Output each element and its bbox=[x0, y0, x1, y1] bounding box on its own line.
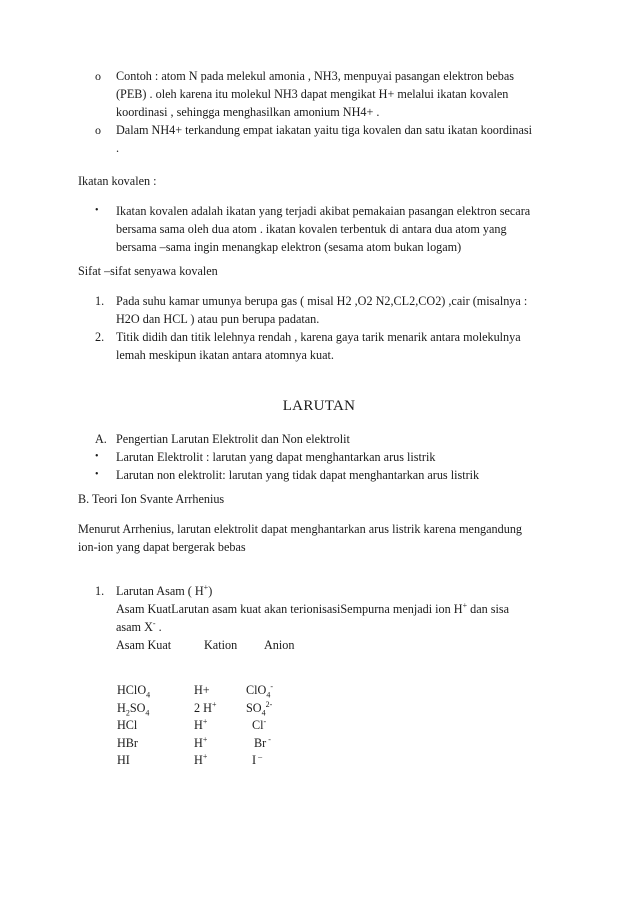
asam-desc-rest: dan sisa bbox=[467, 602, 510, 616]
superscript: + bbox=[203, 582, 209, 592]
superscript: - bbox=[270, 681, 273, 691]
subscript: 4 bbox=[261, 707, 266, 717]
acid-cell bbox=[117, 717, 194, 735]
superscript: 2- bbox=[265, 699, 273, 709]
superscript: + bbox=[462, 600, 468, 610]
cation-text: H+ bbox=[194, 683, 210, 697]
ikatan-bullet-list bbox=[95, 202, 620, 256]
text-line: H2O dan HCL ) atau pun berupa padatan. bbox=[116, 312, 320, 326]
list-item bbox=[95, 466, 620, 484]
cation-text: H bbox=[194, 718, 203, 732]
text-line: Contoh : atom N pada melekul amonia , NH3, menpuyai pasangan elektron bebas bbox=[116, 69, 515, 83]
list-item bbox=[95, 448, 620, 466]
acid-text: H bbox=[117, 700, 126, 715]
example-bullet-list bbox=[95, 67, 615, 157]
superscript: – bbox=[256, 751, 263, 761]
anion-text: I bbox=[252, 753, 257, 767]
section-heading: Sifat –sifat senyawa kovalen bbox=[78, 264, 218, 278]
anion-text: SO bbox=[246, 700, 262, 715]
list-item bbox=[95, 582, 620, 654]
table-row bbox=[117, 752, 273, 770]
list-item bbox=[95, 328, 620, 364]
table-row bbox=[117, 682, 273, 700]
subscript: 4 bbox=[146, 690, 151, 700]
acid-cell bbox=[117, 752, 194, 770]
asam-desc-2 bbox=[116, 618, 620, 636]
superscript: - bbox=[152, 618, 156, 628]
text-line: Larutan Elektrolit : larutan yang dapat menghantarkan arus listrik bbox=[116, 450, 436, 464]
anion-cell bbox=[246, 752, 273, 770]
sifat-numbered-list bbox=[95, 292, 620, 364]
cation-cell bbox=[194, 700, 246, 718]
asam-title-close: ) bbox=[208, 584, 213, 598]
text-line: ion-ion yang dapat bergerak bebas bbox=[78, 540, 246, 554]
asam-desc bbox=[116, 600, 620, 618]
text-line: Menurut Arrhenius, larutan elektrolit dapat menghantarkan arus listrik karena mengandung bbox=[78, 522, 523, 536]
bullet-marker: o bbox=[95, 123, 101, 137]
bullet-marker: • bbox=[95, 451, 99, 462]
acid-text: HClO bbox=[117, 683, 147, 697]
subscript: 2 bbox=[125, 707, 130, 717]
asam-desc2-rest: . bbox=[155, 620, 162, 634]
acid-text: HI bbox=[117, 753, 130, 767]
header-kation: Kation bbox=[204, 638, 238, 652]
anion-cell bbox=[246, 682, 273, 700]
asam-table-header bbox=[116, 636, 620, 654]
cation-cell bbox=[194, 735, 246, 753]
asam-section bbox=[95, 582, 620, 654]
asam-desc2-text: asam X bbox=[116, 620, 153, 634]
acid-text-rest: SO bbox=[129, 700, 146, 715]
acid-table bbox=[117, 682, 273, 770]
anion-cell bbox=[246, 735, 273, 753]
list-number: 1. bbox=[95, 584, 105, 598]
text-line: Ikatan kovalen adalah ikatan yang terjadi akibat pemakaian pasangan elektron secara bbox=[116, 204, 531, 218]
superscript: + bbox=[211, 699, 217, 709]
bullet-marker: • bbox=[95, 205, 99, 216]
header-asam-kuat: Asam Kuat bbox=[116, 638, 172, 652]
subscript: 4 bbox=[145, 707, 150, 717]
superscript: + bbox=[202, 716, 208, 726]
table-row bbox=[117, 717, 273, 735]
text-line: (PEB) . oleh karena itu molekul NH3 dapat mengikat H+ melalui ikatan kovalen bbox=[116, 87, 509, 101]
cation-text: 2 H bbox=[194, 700, 212, 715]
list-item bbox=[95, 67, 615, 121]
text-line: koordinasi , sehingga menghasilkan amonium NH4+ . bbox=[116, 105, 380, 119]
asam-title-text: Larutan Asam ( H bbox=[116, 584, 204, 598]
section-heading: Ikatan kovalen : bbox=[78, 174, 157, 188]
acid-text: HCl bbox=[117, 718, 138, 732]
text-line: Dalam NH4+ terkandung empat iakatan yaitu tiga kovalen dan satu ikatan koordinasi bbox=[116, 123, 533, 137]
anion-text: ClO bbox=[246, 683, 267, 697]
list-item bbox=[95, 121, 615, 157]
text-line: Pada suhu kamar umunya berupa gas ( misal H2 ,O2 N2,CL2,CO2) ,cair (misalnya : bbox=[116, 294, 528, 308]
list-item bbox=[95, 292, 620, 328]
subscript: 4 bbox=[266, 690, 271, 700]
text-line: Titik didih dan titik lelehnya rendah , karena gaya tarik menarik antara molekulnya bbox=[116, 330, 521, 344]
cation-cell bbox=[194, 717, 246, 735]
list-item bbox=[95, 202, 620, 256]
anion-text: Br bbox=[254, 735, 267, 750]
list-letter: A. bbox=[95, 432, 107, 446]
cation-cell bbox=[194, 752, 246, 770]
acid-cell bbox=[117, 700, 194, 718]
cation-text: H bbox=[194, 735, 203, 750]
acid-text: HBr bbox=[117, 735, 138, 750]
anion-cell bbox=[246, 700, 273, 718]
list-item bbox=[95, 430, 620, 448]
list-number: 1. bbox=[95, 294, 105, 308]
paragraph bbox=[78, 520, 623, 556]
text-line: Pengertian Larutan Elektrolit dan Non elektrolit bbox=[116, 432, 350, 446]
pengertian-section bbox=[95, 430, 620, 484]
bullet-marker: o bbox=[95, 69, 101, 83]
text-line: lemah meskipun ikatan antara atomnya kuat. bbox=[116, 348, 334, 362]
header-anion: Anion bbox=[264, 638, 295, 652]
superscript: - bbox=[266, 734, 271, 744]
text-line: Larutan non elektrolit: larutan yang tidak dapat menghantarkan arus listrik bbox=[116, 468, 480, 482]
table-row bbox=[117, 735, 273, 753]
text-line: . bbox=[116, 141, 120, 155]
superscript: - bbox=[263, 716, 267, 726]
asam-desc-text: Asam KuatLarutan asam kuat akan terionisasiSempurna menjadi ion H bbox=[116, 602, 463, 616]
page-title: LARUTAN bbox=[282, 398, 356, 414]
section-heading: B. Teori Ion Svante Arrhenius bbox=[78, 492, 225, 506]
text-line: bersama sama oleh dua atom . ikatan kovalen terbentuk di antara dua atom yang bbox=[116, 222, 507, 236]
asam-title bbox=[116, 582, 620, 600]
text-line: bersama –sama ingin menangkap elektron (sesama atom bukan logam) bbox=[116, 240, 462, 254]
anion-cell bbox=[246, 717, 273, 735]
table-row bbox=[117, 700, 273, 718]
cation-text: H bbox=[194, 753, 203, 767]
anion-text: Cl bbox=[252, 718, 264, 732]
superscript: + bbox=[202, 751, 208, 761]
cation-cell bbox=[194, 682, 246, 700]
acid-cell bbox=[117, 682, 194, 700]
superscript: + bbox=[202, 734, 208, 744]
acid-cell bbox=[117, 735, 194, 753]
list-number: 2. bbox=[95, 330, 105, 344]
bullet-marker: • bbox=[95, 469, 99, 480]
